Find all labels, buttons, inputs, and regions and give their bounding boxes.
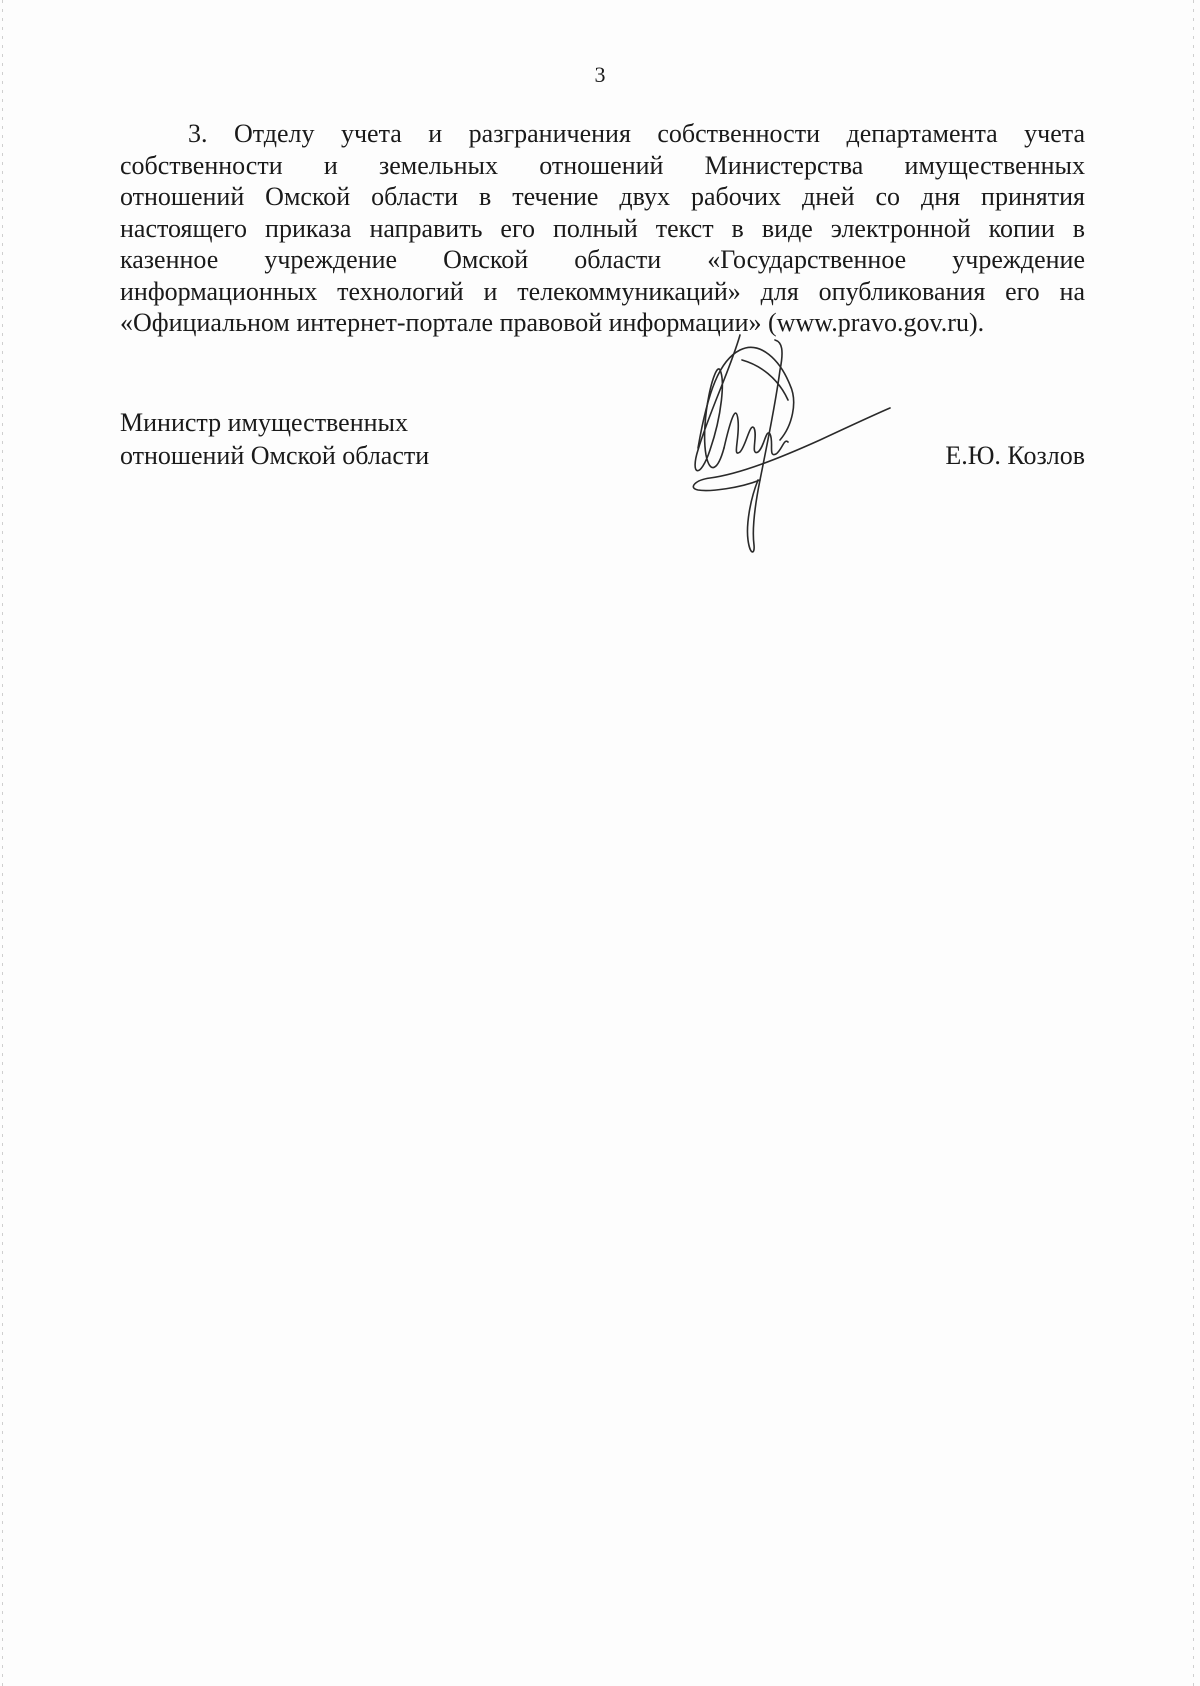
paragraph-line: собственности и земельных отношений Министерства имущественных [120,150,1085,180]
scan-edge-left [2,0,3,1686]
signatory-title [120,406,429,472]
paragraph-line: «Официальном интернет-портале правовой информации» (www.pravo.gov.ru). [120,308,985,337]
paragraph-line: информационных технологий и телекоммуникаций» для опубликования его на [120,276,1085,306]
signatory-title-line: Министр имущественных [120,408,409,437]
handwritten-signature [680,330,940,610]
page-number: 3 [594,62,606,87]
paragraph-item-3 [120,118,1085,339]
signatory-title-line: отношений Омской области [120,441,430,470]
paragraph-line: казенное учреждение Омской области «Государственное учреждение [120,245,1085,274]
paragraph-line: настоящего приказа направить его полный текст в виде электронной копии в [120,213,1085,243]
signatory-name: Е.Ю. Козлов [945,441,1085,470]
scan-edge-right [1193,0,1194,1686]
paragraph-line: отношений Омской области в течение двух рабочих дней со дня принятия [120,182,1085,211]
paragraph-line: 3. Отделу учета и разграничения собственности департамента учета [188,119,1085,148]
